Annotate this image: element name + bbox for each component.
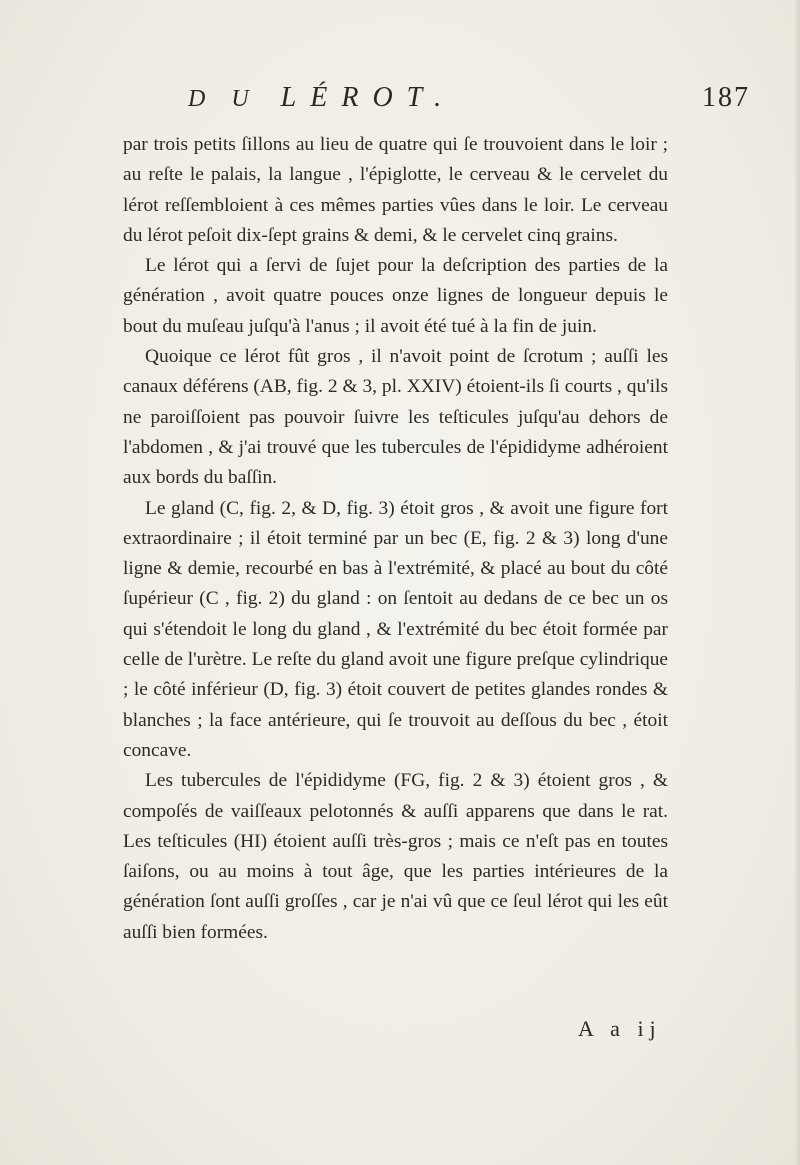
body-text (123, 130, 668, 948)
running-head (0, 82, 800, 122)
paragraph: Le lérot qui a ſervi de ſujet pour la deſcription des parties de la génération , avoit quatre pouces onze lignes de longueur depuis le bout du muſeau juſqu'à l'anus ; il avoit été tué à la fin de juin. (123, 255, 668, 337)
paragraph: Le gland (C, fig. 2, & D, fig. 3) étoit gros , & avoit une figure fort extraordinaire ; il étoit terminé par un bec (E, fig. 2 & 3) long d'une ligne & demie, recourbé en bas à l'extrémité, & placé au bout du côté ſupérieur (C , fig. 2) du gland : on ſentoit au dedans de ce bec un os qui s'étendoit le long du gland , & l'extrémité du bec étoit formée par celle de l'urètre. Le reſte du gland avoit une figure preſque cylindrique ; le côté inférieur (D, fig. 3) étoit couvert de petites glandes rondes & blanches ; la face antérieure, qui ſe trouvoit au deſſous du bec , étoit concave. (123, 497, 668, 761)
page-number: 187 (702, 82, 750, 113)
paragraph-continuation: par trois petits ſillons au lieu de quatre qui ſe trouvoient dans le loir ; au reſte le palais, la langue , l'épiglotte, le cerveau & le cervelet du lérot reſſembloient à ces mêmes parties vûes dans le loir. Le cerveau du lérot peſoit dix-ſept grains & demi, & le cervelet cinq grains. (123, 134, 668, 246)
running-title (188, 82, 455, 114)
paragraph: Les tubercules de l'épididyme (FG, fig. 2 & 3) étoient gros , & compoſés de vaiſſeaux pelotonnés & auſſi apparens que dans le rat. Les teſticules (HI) étoient auſſi très-gros ; mais ce n'eſt pas en toutes ſaiſons, ou au moins à tout âge, que les parties intérieures de la génération ſont auſſi groſſes , car je n'ai vû que ce ſeul lérot qui les eût auſſi bien formées. (123, 770, 668, 943)
signature-mark: A a ij (578, 1016, 662, 1041)
paragraph: Quoique ce lérot fût gros , il n'avoit point de ſcrotum ; auſſi les canaux déférens (AB, fig. 2 & 3, pl. XXIV) étoient-ils ſi courts , qu'ils ne paroiſſoient pas pouvoir ſuivre les teſticules juſqu'au dehors de l'abdomen , & j'ai trouvé que les tubercules de l'épididyme adhéroient aux bords du baſſin. (123, 346, 668, 489)
running-title-main: LÉROT. (280, 82, 456, 113)
page-edge (795, 0, 800, 1165)
running-title-prefix: D U (188, 86, 259, 112)
